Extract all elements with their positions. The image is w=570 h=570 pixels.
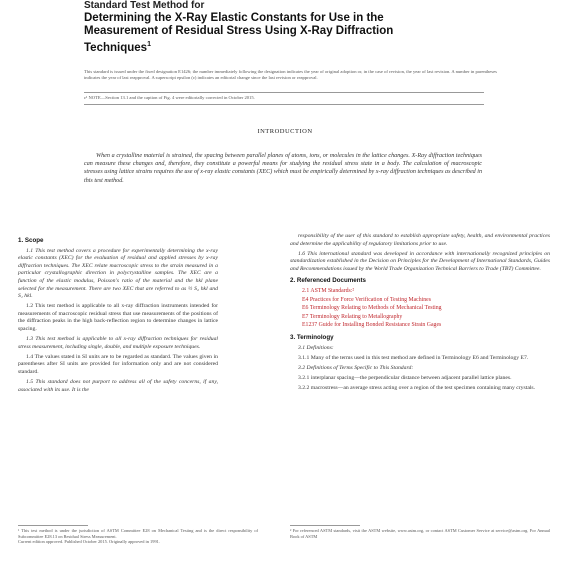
footnotes-right — [290, 528, 550, 539]
introduction-text: When a crystalline material is strained, the spacing between parallel planes of atoms, ions, or molecules in the lattice changes. X-Ray diffraction techniques can measure these changes and, therefore, they constitute a powerful means for studying the residual stress state in a body. The calculation of macroscopic stresses using lattice strains requires the use of x-ray elastic constants (XEC) which must be empirically determined by x-ray diffraction techniques as described in this test method. — [84, 153, 482, 184]
footnote-divider — [18, 525, 88, 526]
footnote: ² For referenced ASTM standards, visit the ASTM website, www.astm.org, or contact ASTM Customer Service at service@astm.org. For Annual Book of ASTM — [290, 528, 550, 539]
scope-paragraph: 1.3 This test method is applicable to all x-ray diffraction techniques for residual stress measurement, including single, double, and multiple exposure techniques. — [18, 336, 218, 350]
title-line: Determining the X-Ray Elastic Constants for Use in the — [84, 12, 384, 24]
footnote: ¹ This test method is under the jurisdiction of ASTM Committee E28 on Mechanical Testing and is the direct responsibility of Subcommittee E28.13 on Residual Stress Measurement. — [18, 528, 258, 539]
scope-paragraph: 1.5 This standard does not purport to address all of the safety concerns, if any, associated with its use. It is the — [18, 379, 218, 393]
scope-heading: 1. Scope — [18, 237, 44, 244]
designation-note: This standard is issued under the fixed designation E1426; the number immediately following the designation indicates the year of original adoption or, in the case of revision, the year of last revision. A number in parentheses indicates the year of last reapproval. A superscript epsilon (ε) indicates an editorial change since the last revision or reapproval. — [84, 69, 497, 80]
terminology-paragraph: 3.2.2 macrostress—an average stress acting over a region of the test specimen containing many crystals. — [298, 385, 536, 391]
document-title — [84, 12, 504, 55]
title-kicker: Standard Test Method for — [84, 0, 205, 11]
document-header — [84, 0, 504, 55]
footnotes-left — [18, 528, 258, 545]
footnote: Current edition approved. Published October 2015. Originally approved in 1991. — [18, 539, 160, 545]
terminology-heading: 3. Terminology — [290, 334, 334, 342]
scope-paragraph: 1.4 The values stated in SI units are to be regarded as standard. The values given in parentheses after SI units are provided for information only and are not considered standard. — [18, 353, 218, 375]
right-column — [290, 233, 550, 395]
introduction-heading: INTRODUCTION — [257, 128, 313, 135]
title-footnote-marker: 1 — [147, 41, 151, 48]
terminology-paragraph: 3.2 Definitions of Terms Specific to This Standard: — [298, 364, 414, 371]
reference-link-e4[interactable]: E4 Practices for Force Verification of Testing Machines — [302, 296, 431, 303]
scope-paragraph: 1.2 This test method is applicable to all x-ray diffraction instruments intended for measurements of macroscopic residual stress that use measurements of the positions of the diffraction peaks in the high back-reflection region to determine changes in lattice spacing. — [18, 303, 218, 333]
terminology-paragraph: 3.1.1 Many of the terms used in this test method are defined in Terminology E6 and Terminology E7. — [298, 354, 529, 361]
divider — [84, 104, 484, 105]
reference-link-e1237[interactable]: E1237 Guide for Installing Bonded Resistance Strain Gages — [302, 322, 442, 329]
reference-link-e7[interactable]: E7 Terminology Relating to Metallography — [302, 313, 403, 320]
scope-paragraph: 1.1 This test method covers a procedure for experimentally determining the x-ray elastic constants (XEC) for the evaluation of residual and applied stresses by x-ray diffraction techniques. The XEC relate macroscopic stress to the strain measured in a particular crystallographic direction in polycrystalline samples. The XEC are a function of the elastic modulus, Poisson's ratio of the material and the hkl plane selected for the measurement. There are two XEC that are referred to as ½ S₂ hkl and S₁ hkl. — [18, 247, 218, 300]
footnote-divider — [290, 525, 360, 526]
referenced-documents-heading: 2. Referenced Documents — [290, 277, 366, 285]
scope-paragraph: responsibility of the user of this standard to establish appropriate safety, health, and environmental practices and determine the applicability of regulatory limitations prior to use. — [290, 233, 550, 247]
title-line: Measurement of Residual Stress Using X-Ray Diffraction — [84, 25, 394, 37]
reference-link-e6[interactable]: E6 Terminology Relating to Methods of Mechanical Testing — [302, 305, 442, 312]
scope-paragraph: 1.6 This international standard was developed in accordance with internationally recognized principles on standardization established in the Decision on Principles for the Development of International Standards, Guides and Recommendations issued by the World Trade Organization Technical Barriers to Trade (TBT) Committee. — [290, 250, 550, 272]
divider — [84, 92, 484, 93]
reference-link-astm-standards[interactable]: 2.1 ASTM Standards:² — [302, 288, 355, 295]
terminology-paragraph: 3.2.1 interplanar spacing—the perpendicular distance between adjacent parallel lattice planes. — [298, 374, 512, 381]
editorial-stamp: ε¹ NOTE—Section 13.1 and the caption of Fig. 4 were editorially corrected in October 2015. — [84, 95, 255, 100]
title-line: Techniques$^1$ — [84, 41, 151, 54]
left-column — [18, 233, 218, 397]
terminology-paragraph: 3.1 Definitions: — [298, 344, 334, 351]
